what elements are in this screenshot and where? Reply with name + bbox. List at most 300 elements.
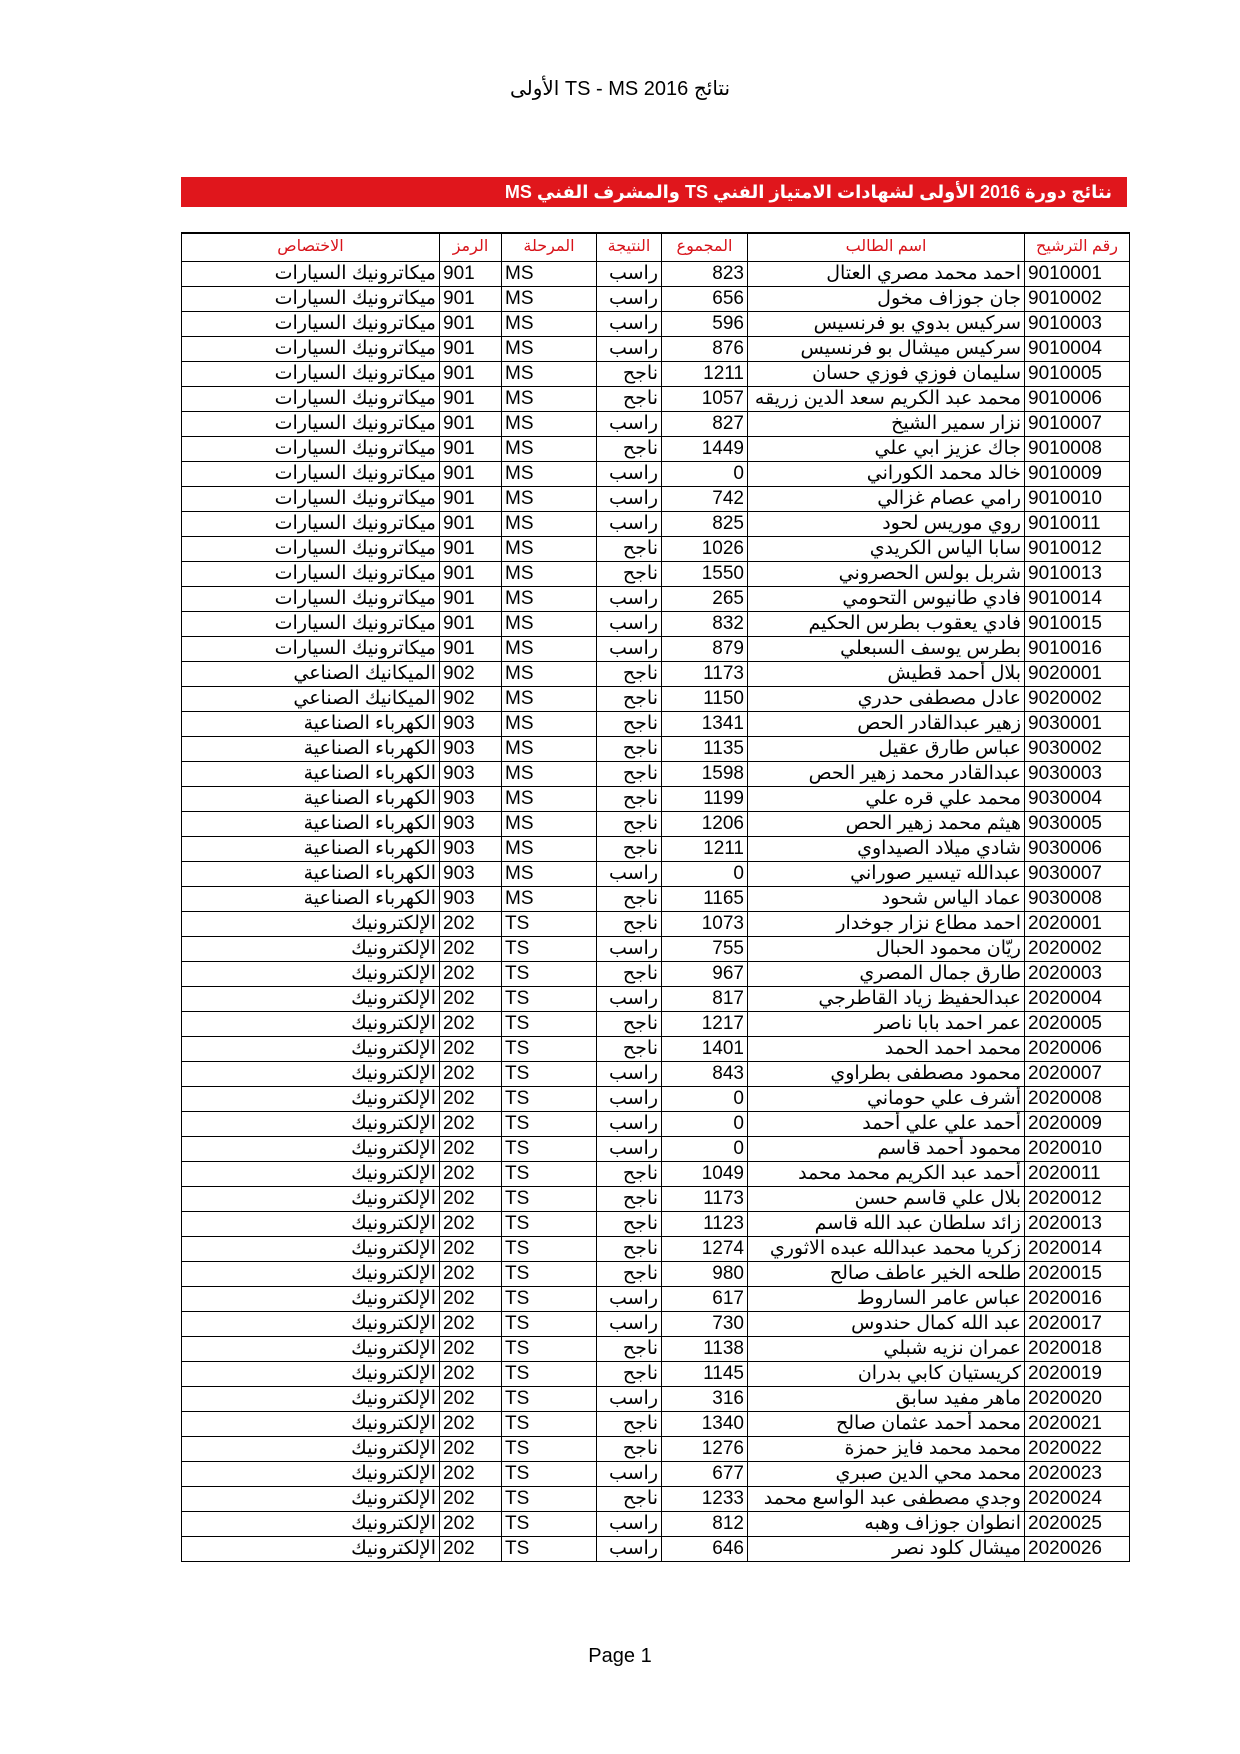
cell-total: 1150 — [662, 686, 748, 711]
cell-result: ناجح — [597, 711, 662, 736]
cell-specialty: الإلكترونيك — [182, 1436, 440, 1461]
cell-result: راسب — [597, 1136, 662, 1161]
cell-student-name: عمران نزيه شبلي — [748, 1336, 1025, 1361]
cell-candidate-id: 9030003 — [1025, 761, 1130, 786]
cell-result: ناجح — [597, 1261, 662, 1286]
cell-phase: TS — [502, 1136, 597, 1161]
cell-total: 843 — [662, 1061, 748, 1086]
cell-candidate-id: 9010008 — [1025, 436, 1130, 461]
cell-candidate-id: 2020010 — [1025, 1136, 1130, 1161]
cell-candidate-id: 2020013 — [1025, 1211, 1130, 1236]
cell-student-name: أحمد علي علي أحمد — [748, 1111, 1025, 1136]
cell-code: 202 — [440, 1411, 502, 1436]
cell-student-name: احمد مطاع نزار جوخدار — [748, 911, 1025, 936]
cell-phase: MS — [502, 636, 597, 661]
cell-code: 202 — [440, 1536, 502, 1561]
cell-phase: MS — [502, 711, 597, 736]
cell-code: 901 — [440, 311, 502, 336]
table-row — [182, 911, 1130, 936]
cell-candidate-id: 2020024 — [1025, 1486, 1130, 1511]
cell-phase: TS — [502, 1361, 597, 1386]
table-row — [182, 886, 1130, 911]
cell-code: 903 — [440, 836, 502, 861]
cell-phase: MS — [502, 861, 597, 886]
cell-total: 1173 — [662, 1186, 748, 1211]
table-row — [182, 1111, 1130, 1136]
cell-student-name: فادي طانيوس التحومي — [748, 586, 1025, 611]
table-row — [182, 686, 1130, 711]
cell-specialty: الإلكترونيك — [182, 1411, 440, 1436]
cell-phase: MS — [502, 661, 597, 686]
cell-student-name: جان جوزاف مخول — [748, 286, 1025, 311]
cell-student-name: سابا الياس الكريدي — [748, 536, 1025, 561]
cell-specialty: الإلكترونيك — [182, 911, 440, 936]
cell-candidate-id: 9010012 — [1025, 536, 1130, 561]
cell-phase: TS — [502, 1511, 597, 1536]
cell-specialty: ميكاترونيك السيارات — [182, 436, 440, 461]
cell-code: 202 — [440, 1361, 502, 1386]
table-row — [182, 661, 1130, 686]
cell-specialty: الإلكترونيك — [182, 1336, 440, 1361]
cell-student-name: عبدالقادر محمد زهير الحص — [748, 761, 1025, 786]
cell-phase: TS — [502, 1536, 597, 1561]
table-row — [182, 1536, 1130, 1561]
cell-code: 903 — [440, 761, 502, 786]
cell-code: 202 — [440, 1311, 502, 1336]
page-number: Page 1 — [588, 1645, 652, 1667]
cell-code: 903 — [440, 811, 502, 836]
table-row — [182, 761, 1130, 786]
cell-student-name: احمد محمد مصري العتال — [748, 261, 1025, 286]
table-row — [182, 1486, 1130, 1511]
cell-phase: TS — [502, 1286, 597, 1311]
cell-student-name: محمد احمد الحمد — [748, 1036, 1025, 1061]
cell-student-name: محمد أحمد عثمان صالح — [748, 1411, 1025, 1436]
table-row — [182, 1436, 1130, 1461]
cell-specialty: الإلكترونيك — [182, 1136, 440, 1161]
cell-student-name: محمود أحمد قاسم — [748, 1136, 1025, 1161]
cell-result: راسب — [597, 586, 662, 611]
cell-candidate-id: 9010003 — [1025, 311, 1130, 336]
table-row — [182, 511, 1130, 536]
cell-code: 902 — [440, 661, 502, 686]
cell-specialty: الكهرباء الصناعية — [182, 811, 440, 836]
cell-specialty: ميكاترونيك السيارات — [182, 386, 440, 411]
cell-candidate-id: 2020003 — [1025, 961, 1130, 986]
table-row — [182, 436, 1130, 461]
cell-candidate-id: 9020002 — [1025, 686, 1130, 711]
cell-result: راسب — [597, 336, 662, 361]
cell-candidate-id: 2020017 — [1025, 1311, 1130, 1336]
cell-specialty: الميكانيك الصناعي — [182, 686, 440, 711]
cell-result: راسب — [597, 611, 662, 636]
cell-specialty: الكهرباء الصناعية — [182, 836, 440, 861]
cell-result: ناجح — [597, 1436, 662, 1461]
cell-result: ناجح — [597, 436, 662, 461]
cell-total: 1026 — [662, 536, 748, 561]
cell-student-name: خالد محمد الكوراني — [748, 461, 1025, 486]
cell-phase: TS — [502, 911, 597, 936]
cell-student-name: عماد الياس شحود — [748, 886, 1025, 911]
cell-total: 1057 — [662, 386, 748, 411]
cell-phase: TS — [502, 1161, 597, 1186]
cell-phase: TS — [502, 1386, 597, 1411]
cell-student-name: جاك عزيز ابي علي — [748, 436, 1025, 461]
cell-specialty: ميكاترونيك السيارات — [182, 486, 440, 511]
cell-result: ناجح — [597, 761, 662, 786]
cell-result: ناجح — [597, 1361, 662, 1386]
cell-result: ناجح — [597, 1486, 662, 1511]
cell-result: راسب — [597, 261, 662, 286]
cell-total: 1211 — [662, 361, 748, 386]
cell-specialty: ميكاترونيك السيارات — [182, 611, 440, 636]
cell-student-name: بلال أحمد قطيش — [748, 661, 1025, 686]
cell-candidate-id: 2020007 — [1025, 1061, 1130, 1086]
cell-student-name: محمد علي قره علي — [748, 786, 1025, 811]
cell-code: 901 — [440, 436, 502, 461]
cell-phase: MS — [502, 886, 597, 911]
table-row — [182, 386, 1130, 411]
cell-code: 903 — [440, 736, 502, 761]
table-row — [182, 1461, 1130, 1486]
cell-student-name: سليمان فوزي فوزي حسان — [748, 361, 1025, 386]
cell-result: ناجح — [597, 686, 662, 711]
cell-phase: TS — [502, 1411, 597, 1436]
cell-student-name: سركيس بدوي بو فرنسيس — [748, 311, 1025, 336]
cell-phase: MS — [502, 336, 597, 361]
cell-result: راسب — [597, 1311, 662, 1336]
table-row — [182, 311, 1130, 336]
cell-total: 817 — [662, 986, 748, 1011]
cell-student-name: بلال علي قاسم حسن — [748, 1186, 1025, 1211]
table-row — [182, 1036, 1130, 1061]
cell-code: 202 — [440, 1286, 502, 1311]
cell-specialty: الإلكترونيك — [182, 1086, 440, 1111]
cell-student-name: بطرس يوسف السبعلي — [748, 636, 1025, 661]
cell-code: 901 — [440, 511, 502, 536]
cell-code: 202 — [440, 1211, 502, 1236]
cell-phase: TS — [502, 1436, 597, 1461]
cell-total: 316 — [662, 1386, 748, 1411]
header-row — [182, 233, 1130, 261]
cell-code: 202 — [440, 1186, 502, 1211]
cell-student-name: كريستيان كابي بدران — [748, 1361, 1025, 1386]
cell-phase: TS — [502, 1311, 597, 1336]
cell-candidate-id: 9010004 — [1025, 336, 1130, 361]
cell-phase: TS — [502, 1336, 597, 1361]
cell-candidate-id: 9030002 — [1025, 736, 1130, 761]
cell-total: 879 — [662, 636, 748, 661]
cell-phase: MS — [502, 311, 597, 336]
cell-total: 832 — [662, 611, 748, 636]
cell-code: 901 — [440, 336, 502, 361]
cell-phase: TS — [502, 1061, 597, 1086]
cell-specialty: الإلكترونيك — [182, 1011, 440, 1036]
cell-specialty: الميكانيك الصناعي — [182, 661, 440, 686]
table-row — [182, 811, 1130, 836]
cell-result: ناجح — [597, 886, 662, 911]
cell-total: 876 — [662, 336, 748, 361]
cell-result: راسب — [597, 1461, 662, 1486]
cell-total: 967 — [662, 961, 748, 986]
cell-specialty: ميكاترونيك السيارات — [182, 536, 440, 561]
cell-code: 901 — [440, 386, 502, 411]
cell-result: ناجح — [597, 561, 662, 586]
cell-specialty: الإلكترونيك — [182, 1486, 440, 1511]
cell-total: 0 — [662, 1086, 748, 1111]
cell-result: راسب — [597, 986, 662, 1011]
cell-specialty: الإلكترونيك — [182, 1261, 440, 1286]
table-row — [182, 461, 1130, 486]
cell-student-name: عباس طارق عقيل — [748, 736, 1025, 761]
cell-candidate-id: 9030001 — [1025, 711, 1130, 736]
cell-result: راسب — [597, 1386, 662, 1411]
cell-phase: MS — [502, 586, 597, 611]
cell-result: ناجح — [597, 961, 662, 986]
cell-code: 202 — [440, 1261, 502, 1286]
cell-candidate-id: 2020021 — [1025, 1411, 1130, 1436]
cell-student-name: محمود مصطفى بطراوي — [748, 1061, 1025, 1086]
cell-total: 730 — [662, 1311, 748, 1336]
cell-phase: TS — [502, 1011, 597, 1036]
cell-result: راسب — [597, 461, 662, 486]
table-row — [182, 261, 1130, 286]
cell-code: 901 — [440, 561, 502, 586]
cell-result: ناجح — [597, 1411, 662, 1436]
cell-phase: MS — [502, 736, 597, 761]
cell-specialty: ميكاترونيك السيارات — [182, 561, 440, 586]
cell-phase: TS — [502, 1486, 597, 1511]
cell-total: 827 — [662, 411, 748, 436]
table-row — [182, 1511, 1130, 1536]
cell-result: ناجح — [597, 836, 662, 861]
table-row — [182, 1386, 1130, 1411]
cell-phase: TS — [502, 936, 597, 961]
cell-specialty: الإلكترونيك — [182, 961, 440, 986]
cell-total: 596 — [662, 311, 748, 336]
cell-total: 617 — [662, 1286, 748, 1311]
cell-candidate-id: 2020005 — [1025, 1011, 1130, 1036]
cell-candidate-id: 9030005 — [1025, 811, 1130, 836]
table-row — [182, 286, 1130, 311]
cell-candidate-id: 9010011 — [1025, 511, 1130, 536]
cell-phase: TS — [502, 1236, 597, 1261]
cell-student-name: طارق جمال المصري — [748, 961, 1025, 986]
cell-specialty: ميكاترونيك السيارات — [182, 286, 440, 311]
cell-result: ناجح — [597, 1336, 662, 1361]
cell-result: ناجح — [597, 911, 662, 936]
cell-candidate-id: 9030004 — [1025, 786, 1130, 811]
cell-code: 901 — [440, 461, 502, 486]
table-row — [182, 786, 1130, 811]
cell-specialty: الإلكترونيك — [182, 1386, 440, 1411]
cell-phase: MS — [502, 286, 597, 311]
cell-student-name: ماهر مفيد سابق — [748, 1386, 1025, 1411]
cell-total: 1199 — [662, 786, 748, 811]
table-row — [182, 611, 1130, 636]
cell-phase: MS — [502, 436, 597, 461]
cell-result: ناجح — [597, 386, 662, 411]
cell-specialty: الإلكترونيك — [182, 1311, 440, 1336]
cell-phase: MS — [502, 611, 597, 636]
cell-code: 202 — [440, 1436, 502, 1461]
col-header-name: اسم الطالب — [748, 233, 1025, 261]
cell-candidate-id: 2020006 — [1025, 1036, 1130, 1061]
cell-specialty: الإلكترونيك — [182, 1236, 440, 1261]
cell-total: 0 — [662, 861, 748, 886]
cell-student-name: أشرف علي حوماني — [748, 1086, 1025, 1111]
cell-phase: TS — [502, 1461, 597, 1486]
cell-result: راسب — [597, 936, 662, 961]
cell-total: 1217 — [662, 1011, 748, 1036]
cell-result: راسب — [597, 311, 662, 336]
cell-specialty: الإلكترونيك — [182, 1536, 440, 1561]
cell-specialty: الإلكترونيك — [182, 986, 440, 1011]
cell-code: 903 — [440, 886, 502, 911]
cell-specialty: ميكاترونيك السيارات — [182, 511, 440, 536]
table-row — [182, 636, 1130, 661]
cell-result: ناجح — [597, 786, 662, 811]
cell-specialty: الكهرباء الصناعية — [182, 886, 440, 911]
cell-total: 265 — [662, 586, 748, 611]
cell-candidate-id: 9010009 — [1025, 461, 1130, 486]
cell-result: راسب — [597, 636, 662, 661]
cell-result: راسب — [597, 1536, 662, 1561]
cell-total: 755 — [662, 936, 748, 961]
cell-total: 646 — [662, 1536, 748, 1561]
table-row — [182, 1011, 1130, 1036]
cell-specialty: الإلكترونيك — [182, 936, 440, 961]
table-row — [182, 1311, 1130, 1336]
cell-result: ناجح — [597, 736, 662, 761]
table-row — [182, 1361, 1130, 1386]
table-row — [182, 586, 1130, 611]
cell-specialty: ميكاترونيك السيارات — [182, 636, 440, 661]
cell-code: 202 — [440, 1461, 502, 1486]
cell-student-name: شربل بولس الحصروني — [748, 561, 1025, 586]
cell-student-name: عباس عامر الساروط — [748, 1286, 1025, 1311]
results-banner: نتائج دورة 2016 الأولى لشهادات الامتياز الفني TS والمشرف الفني MS — [181, 177, 1127, 207]
table-row — [182, 1186, 1130, 1211]
table-row — [182, 1136, 1130, 1161]
table-row — [182, 536, 1130, 561]
cell-code: 901 — [440, 611, 502, 636]
cell-result: ناجح — [597, 361, 662, 386]
cell-total: 677 — [662, 1461, 748, 1486]
table-row — [182, 1161, 1130, 1186]
cell-total: 1274 — [662, 1236, 748, 1261]
cell-result: راسب — [597, 1286, 662, 1311]
cell-total: 1550 — [662, 561, 748, 586]
cell-code: 202 — [440, 1111, 502, 1136]
cell-candidate-id: 2020011 — [1025, 1161, 1130, 1186]
cell-candidate-id: 2020020 — [1025, 1386, 1130, 1411]
cell-phase: MS — [502, 761, 597, 786]
table-row — [182, 1336, 1130, 1361]
cell-total: 0 — [662, 1111, 748, 1136]
table-row — [182, 1086, 1130, 1111]
cell-candidate-id: 9010002 — [1025, 286, 1130, 311]
cell-student-name: فادي يعقوب بطرس الحكيم — [748, 611, 1025, 636]
col-header-id: رقم الترشيح — [1025, 233, 1130, 261]
cell-code: 202 — [440, 1086, 502, 1111]
cell-specialty: الإلكترونيك — [182, 1461, 440, 1486]
cell-candidate-id: 2020018 — [1025, 1336, 1130, 1361]
table-row — [182, 1261, 1130, 1286]
cell-student-name: عبدالله تيسير صوراني — [748, 861, 1025, 886]
cell-result: ناجح — [597, 1186, 662, 1211]
cell-candidate-id: 2020009 — [1025, 1111, 1130, 1136]
cell-phase: TS — [502, 1036, 597, 1061]
cell-phase: TS — [502, 961, 597, 986]
cell-candidate-id: 9010013 — [1025, 561, 1130, 586]
results-table-header — [182, 233, 1130, 261]
table-row — [182, 861, 1130, 886]
cell-total: 1138 — [662, 1336, 748, 1361]
cell-student-name: زائد سلطان عبد الله قاسم — [748, 1211, 1025, 1236]
cell-result: راسب — [597, 861, 662, 886]
cell-specialty: ميكاترونيك السيارات — [182, 311, 440, 336]
cell-total: 1449 — [662, 436, 748, 461]
cell-phase: TS — [502, 1211, 597, 1236]
cell-specialty: الإلكترونيك — [182, 1036, 440, 1061]
cell-phase: MS — [502, 361, 597, 386]
cell-candidate-id: 9030008 — [1025, 886, 1130, 911]
cell-specialty: الإلكترونيك — [182, 1211, 440, 1236]
results-table-body — [182, 261, 1130, 1561]
cell-specialty: ميكاترونيك السيارات — [182, 336, 440, 361]
cell-candidate-id: 9010016 — [1025, 636, 1130, 661]
cell-result: راسب — [597, 411, 662, 436]
cell-code: 202 — [440, 911, 502, 936]
cell-total: 1341 — [662, 711, 748, 736]
page-header-title: نتائج TS - MS 2016 الأولى — [509, 78, 731, 100]
cell-candidate-id: 9010005 — [1025, 361, 1130, 386]
cell-student-name: وجدي مصطفى عبد الواسع محمد — [748, 1486, 1025, 1511]
table-row — [182, 561, 1130, 586]
cell-phase: MS — [502, 511, 597, 536]
cell-code: 901 — [440, 536, 502, 561]
cell-specialty: الإلكترونيك — [182, 1286, 440, 1311]
cell-total: 1340 — [662, 1411, 748, 1436]
cell-specialty: الإلكترونيك — [182, 1361, 440, 1386]
cell-specialty: ميكاترونيك السيارات — [182, 461, 440, 486]
cell-specialty: الكهرباء الصناعية — [182, 711, 440, 736]
cell-candidate-id: 2020023 — [1025, 1461, 1130, 1486]
cell-result: راسب — [597, 1086, 662, 1111]
cell-candidate-id: 2020026 — [1025, 1536, 1130, 1561]
cell-candidate-id: 2020025 — [1025, 1511, 1130, 1536]
cell-specialty: الكهرباء الصناعية — [182, 861, 440, 886]
cell-code: 901 — [440, 486, 502, 511]
cell-student-name: هيثم محمد زهير الحص — [748, 811, 1025, 836]
cell-phase: MS — [502, 786, 597, 811]
cell-total: 1598 — [662, 761, 748, 786]
cell-candidate-id: 9010006 — [1025, 386, 1130, 411]
cell-student-name: رامي عصام غزالي — [748, 486, 1025, 511]
cell-total: 812 — [662, 1511, 748, 1536]
cell-student-name: روي موريس لحود — [748, 511, 1025, 536]
cell-phase: TS — [502, 1086, 597, 1111]
cell-total: 1123 — [662, 1211, 748, 1236]
cell-student-name: زكريا محمد عبدالله عبده الاثوري — [748, 1236, 1025, 1261]
cell-specialty: الإلكترونيك — [182, 1111, 440, 1136]
cell-candidate-id: 2020008 — [1025, 1086, 1130, 1111]
cell-phase: MS — [502, 461, 597, 486]
table-row — [182, 736, 1130, 761]
cell-result: راسب — [597, 1511, 662, 1536]
cell-code: 901 — [440, 286, 502, 311]
